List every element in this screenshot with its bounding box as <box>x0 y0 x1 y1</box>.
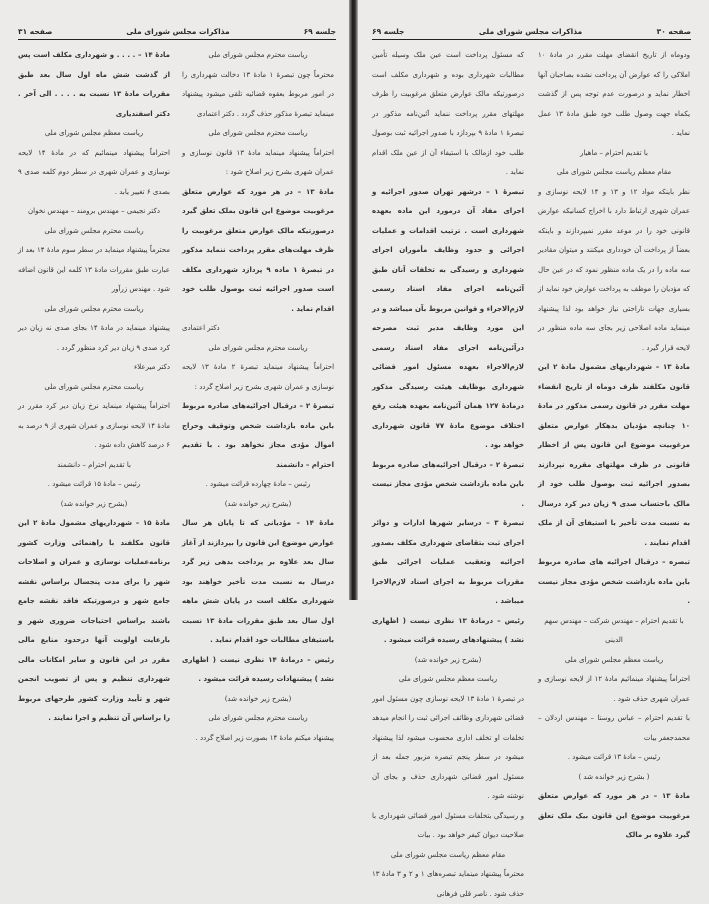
section-heading: ریاست محترم مجلس شورای ملی <box>208 343 308 352</box>
paragraph: ودوماه از تاریخ انقضای مهلت مقرر در مادهٔ ۱۰ املاکی را که عوارض آن پرداخت نشده بصاحبان آنها اخطار نماید و درصورت عدم توجه پس از گذشت یکماه جهت وصول طلب خود طبق مادهٔ ۱۳ عمل نماید . <box>538 51 691 137</box>
text-column-right <box>538 46 690 846</box>
section-heading: ریاست محترم مجلس شورای ملی <box>208 51 308 59</box>
paragraph: احتراماً پیشنهاد مینماید نرخ زیان دیر کرد مقرر در مادهٔ ۱۴ لایحه نوسازی و عمران شهری از ۹ درصد به ۶ درصد کاهش داده شود . <box>18 402 170 449</box>
paragraph: احتراماً پیشنهاد مینمائیم مادهٔ ۱۲ از لایحه نوسازی و عمران شهری حذف شود . <box>538 675 690 703</box>
section-heading: مقام معظم ریاست مجلس شورای ملی <box>556 168 672 176</box>
section-heading: ریاست محترم مجلس شورای ملی <box>208 714 308 722</box>
paragraph: با تقدیم احترام – عباس روستا – مهندس اردلان – محمدجعفر بیات <box>538 714 690 742</box>
paragraph: احتراماً پیشنهاد مینماید مادهٔ ۱۳ قانون نوسازی و عمران شهری بشرح زیر اصلاح شود : <box>182 148 335 176</box>
paragraph: در تبصرهٔ ۱ مادهٔ ۱۳ لایحه نوسازی چون مسئول امور قضائی شهرداری وظائف اجرائی ثبت را انجام میدهد تخلفات او تخلف اداری محسوب میشود لذا پیشنهاد میشود در سطر پنجم تبصره مزبور جمله بعد از مسئول امور قضائی شهرداری حذف و بجای آن نوشته شود . <box>372 694 525 800</box>
section-heading: با تقدیم احترام – ماهیار <box>580 148 648 157</box>
section-heading: ریاست معظم مجلس شورای ملی <box>564 655 664 664</box>
paragraph: مادهٔ ۱۳ – شهرداریهای مشمول مادهٔ ۲ این قانون مکلفند ظرف دوماه از تاریخ انقضاء مهلت مقرر در قانون رسمی مذکور در مادهٔ ۱۰ چنانچه مؤدیان بدهکار عوارض متعلق مرغوبیت موضوع این قانون پس از اخطار قانونی در ظرف مهلتهای مقرره نپردازند بصدور اجرائیه ثبت بوصول طلب خود از مالک باحتساب صدی ۹ زیان دیر کرد درسال به نسبت مدت تأخیر با استیفای آن از ملک اقدام نمایند . <box>538 363 691 547</box>
paragraph: تبصرهٔ ۱ – درشهر تهران صدور اجرائیه و اجرای مفاد آن درمورد این ماده بعهده شهرداری است . ترتیب اقدامات و عملیات اجرائی و حدود وظایف مأموران اجرای شهرداری و رسیدگی به تخلفات آنان طبق آئین‌نامه اجرای مفاد اسناد رسمی لازم‌الاجراء و قوانین مربوط بآن میباشد و در این مورد وظایف مدیر ثبت مصرحه درآئین‌نامه اجرای مفاد اسناد رسمی لازم‌الاجراء بعهده مسئول امور قضائی شهرداری بوظایف هیئت رسیدگی مذکور درمادهٔ ۱۲۷ همان آئین‌نامه بعهده هیئت رفع اختلاف موضوع مادهٔ ۷۷ قانون شهرداری خواهد بود . <box>372 187 525 449</box>
paragraph: محترماً پیشنهاد مینماید تبصره‌های ۱ و ۲ و ۳ مادهٔ ۱۳ حذف شود . ناصر قلی فرهانی <box>372 870 524 898</box>
paragraph: پیشنهاد مینماید در مادهٔ ۱۴ بجای صدی نه زیان دیر کرد صدی ۹ زیان دیر کرد منظور گردد . <box>18 324 170 352</box>
section-heading: ریاست محترم مجلس شورای ملی <box>44 226 144 235</box>
section-heading: ( بشرح زیر خوانده شد ) <box>578 772 650 781</box>
running-title: مذاکرات مجلس شورای ملی <box>126 27 230 36</box>
left-page <box>0 0 350 742</box>
paragraph: پیشنهاد میکنم مادهٔ ۱۴ بصورت زیر اصلاح گردد . <box>195 733 334 742</box>
section-heading: رئیس – مادهٔ ۱۳ قرائت میشود . <box>567 753 661 761</box>
paragraph: احتراماً پیشنهاد مینمائیم که در مادهٔ ۱۴ لایحه نوسازی و عمران شهری در سطر دوم کلمه صدی ۹ بصدی ۶ تغییر یابد . <box>18 148 170 196</box>
section-heading: ریاست محترم مجلس شورای ملی <box>208 129 308 137</box>
paragraph: مادهٔ ۱۳ – در هر مورد که عوارض متعلق مرغوبیت موضوع این قانون بیک ملک تعلق گیرد علاوه بر مالک <box>538 792 690 839</box>
text-column-left <box>18 46 170 729</box>
paragraph: مادهٔ ۱۴ – . . . . و شهرداری مکلف است پس از گذشت شش ماه اول سال بعد طبق مقررات مادهٔ ۱۳ نسبت به . . . . الی آخر . دکتر اسفندیاری <box>18 51 170 118</box>
page-number: صفحه ۳۱ <box>18 27 53 36</box>
page-header <box>18 22 336 40</box>
paragraph: مادهٔ ۱۳ – در هر مورد که عوارض متعلق مرغوبیت موضوع این قانون بملک تعلق گیرد درصورتیکه مالک عوارض متعلق مرغوبیت را ظرف مهلت‌های مقرر پرداخت ننماید مذکور در تبصرهٔ ۱ ماده ۹ پردازد شهرداری مکلف است صدور اجرائیه ثبت بوصول طلب خود اقدام نماید . <box>182 187 334 313</box>
session-number: جلسه ۶۹ <box>372 27 405 36</box>
section-heading: با تقدیم احترام – دانشمند <box>57 460 131 469</box>
paragraph: رئیس – درمادهٔ ۱۳ نظری نیست ( اظهاری نشد ) پیشنهادهای رسیده قرائت میشود . <box>372 616 524 644</box>
section-heading: (بشرح زیر خوانده شد) <box>224 694 292 703</box>
paragraph: نظر باینکه مواد ۱۲ و ۱۳ و ۱۴ لایحه نوسازی و عمران شهری ارتباط دارد با اخراج کسانیکه عوارض قانونی خود را در موعد مقرر نمیپردازند و باینکه بعضاً از پرداخت آن خودداری میکنند و میتوان مقادیر سه ماده را در یک ماده منظور نمود که در عین حال که مؤدیان را موظف به پرداخت عوارض خود نماید از بسیاری جهات ناراحتی نیاز خواهد بود لذا پیشنهاد مینماید ماده اصلاحی زیر بجای سه ماده منظور در لایحه قرار گیرد . <box>538 187 690 352</box>
paragraph: دکتر میرعلاء <box>133 363 170 371</box>
session-number: جلسه ۶۹ <box>303 27 336 36</box>
section-heading: با تقدیم احترام – مهندس شرکت – مهندس سهم الدینی <box>544 616 684 644</box>
paragraph: تبصرهٔ ۲ – درقبال اجرائیه‌های صادره مربوط باین ماده بازداشت شخص مؤدی مجاز نیست . <box>372 460 524 508</box>
section-heading: ریاست معظم مجلس شورای ملی <box>44 129 144 137</box>
book-spine <box>349 0 358 600</box>
paragraph: مادهٔ ۱۵ – شهرداریهای مشمول مادهٔ ۲ این قانون مکلفند با راهنمائی وزارت کشور برنامه‌عملیات نوسازی و عمران و اصلاحات شهر را برای مدت پنجسال براساس نقشه جامع شهر و درصورتیکه فاقد نقشه جامع باشند براساس احتیاجات ضروری شهر و بارعایت اولویت آنها درحدود منابع مالی مقرر در این قانون و سایر امکانات مالی شهرداری تنظیم و پس از تصویب انجمن شهر و تأیید وزارت کشور طرحهای مربوط را براساس آن تنظیم و اجرا نمایند . <box>18 519 171 722</box>
paragraph: و رسیدگی بتخلفات مسئول امور قضائی شهرداری با صلاحیت دیوان کیفر خواهد بود . بیات <box>372 811 524 839</box>
section-heading: رئیس – مادهٔ ۱۵ قرائت میشود . <box>47 480 141 488</box>
paragraph: که مسئول پرداخت است عین ملک وسیله تأمین مطالبات شهرداری بوده و شهرداری مکلف است درصورتیکه مالک عوارض متعلق مرغوبیت را ظرف مهلتهای مقرر پرداخت ننماید آئین‌نامه مذکور در تبصرهٔ ۱ مادهٔ ۹ بپردازد با صدور اجرائیه ثبت بوصول طلب خود ازمالک با استیفاء آن از عین ملک اقدام نماید . <box>372 51 524 176</box>
paragraph: تبصره – درقبال اجرائیه های صادره مربوط باین ماده بازداشت شخص مؤدی مجاز نیست . <box>538 558 690 605</box>
section-heading: (بشرح زیر خوانده شد) <box>224 499 292 508</box>
section-heading: رئیس – مادهٔ چهارده قرائت میشود . <box>205 480 311 488</box>
paragraph: محترماً پیشنهاد مینماید در سطر سوم مادهٔ ۱۴ بعد از عبارت طبق مقررات مادهٔ ۱۳ کلمه این قانون اضافه شود . مهندس زرآور <box>18 246 170 293</box>
paragraph: محترماً چون تبصرهٔ ۱ مادهٔ ۱۳ دخالت شهرداری را در امور مربوط بعقوه قضائیه تلقی میشود پیشنهاد مینماید تبصرهٔ مذکور حذف گردد . دکتر اعتمادی <box>182 70 334 118</box>
paragraph: احتراماً پیشنهاد مینماید تبصرهٔ ۲ مادهٔ ۱۳ لایحه نوسازی و عمران شهری بشرح زیر اصلاح گردد : <box>182 363 335 391</box>
section-heading: ریاست محترم مجلس شورای ملی <box>44 382 144 391</box>
section-heading: ریاست معظم مجلس شورای ملی <box>398 675 498 683</box>
paragraph: مادهٔ ۱۴ – مؤدیانی که تا پایان هر سال عوارض موضوع این قانون را بپردازند از آغاز سال بعد علاوه بر پرداخت بدهی زیر گرد درسال به نسبت مدت تأخیر خواهند بود شهرداری مکلف است در پایان شش ماهه اول سال بعد طبق مقررات مادهٔ ۱۳ نسبت باستیفای مطالبات خود اقدام نماید . <box>182 519 334 644</box>
section-heading: (بشرح زیر خوانده شد) <box>414 655 482 664</box>
text-column-right <box>182 46 334 748</box>
page-number: صفحه ۳۰ <box>656 27 691 36</box>
section-heading: ریاست محترم مجلس شورای ملی <box>44 304 144 313</box>
paragraph: تبصرهٔ ۲ – درقبال اجرائیه‌های صادره مربوط باین ماده بازداشت شخص وتوقیف وحراج اموال مؤدی مجاز نخواهد بود . با تقدیم احترام – دانشمند <box>182 402 334 469</box>
section-heading: (بشرح زیر خوانده شد) <box>60 499 128 508</box>
section-heading: دکتر نجیمی – مهندس برومند – مهندس نخوان <box>28 207 160 215</box>
page-header <box>372 22 691 40</box>
section-heading: مقام معظم ریاست مجلس شورای ملی <box>390 850 506 859</box>
right-page <box>358 0 709 898</box>
paragraph: تبصرهٔ ۳ – درسایر شهرها ادارات و دوائر اجرای ثبت بتقاضای شهرداری مکلف بصدور اجرائیه وتعقیب عملیات اجرائی طبق مقررات مربوط به اجرای اسناد لازم‌الاجرا میباشد . <box>372 519 524 605</box>
paragraph: رئیس – درمادهٔ ۱۴ نظری نیست ( اظهاری نشد ) پیشنهادات رسیده قرائت میشود . <box>182 655 334 683</box>
paragraph: دکتر اعتمادی <box>182 324 220 332</box>
running-title: مذاکرات مجلس شورای ملی <box>478 27 583 36</box>
text-column-left <box>372 46 524 904</box>
